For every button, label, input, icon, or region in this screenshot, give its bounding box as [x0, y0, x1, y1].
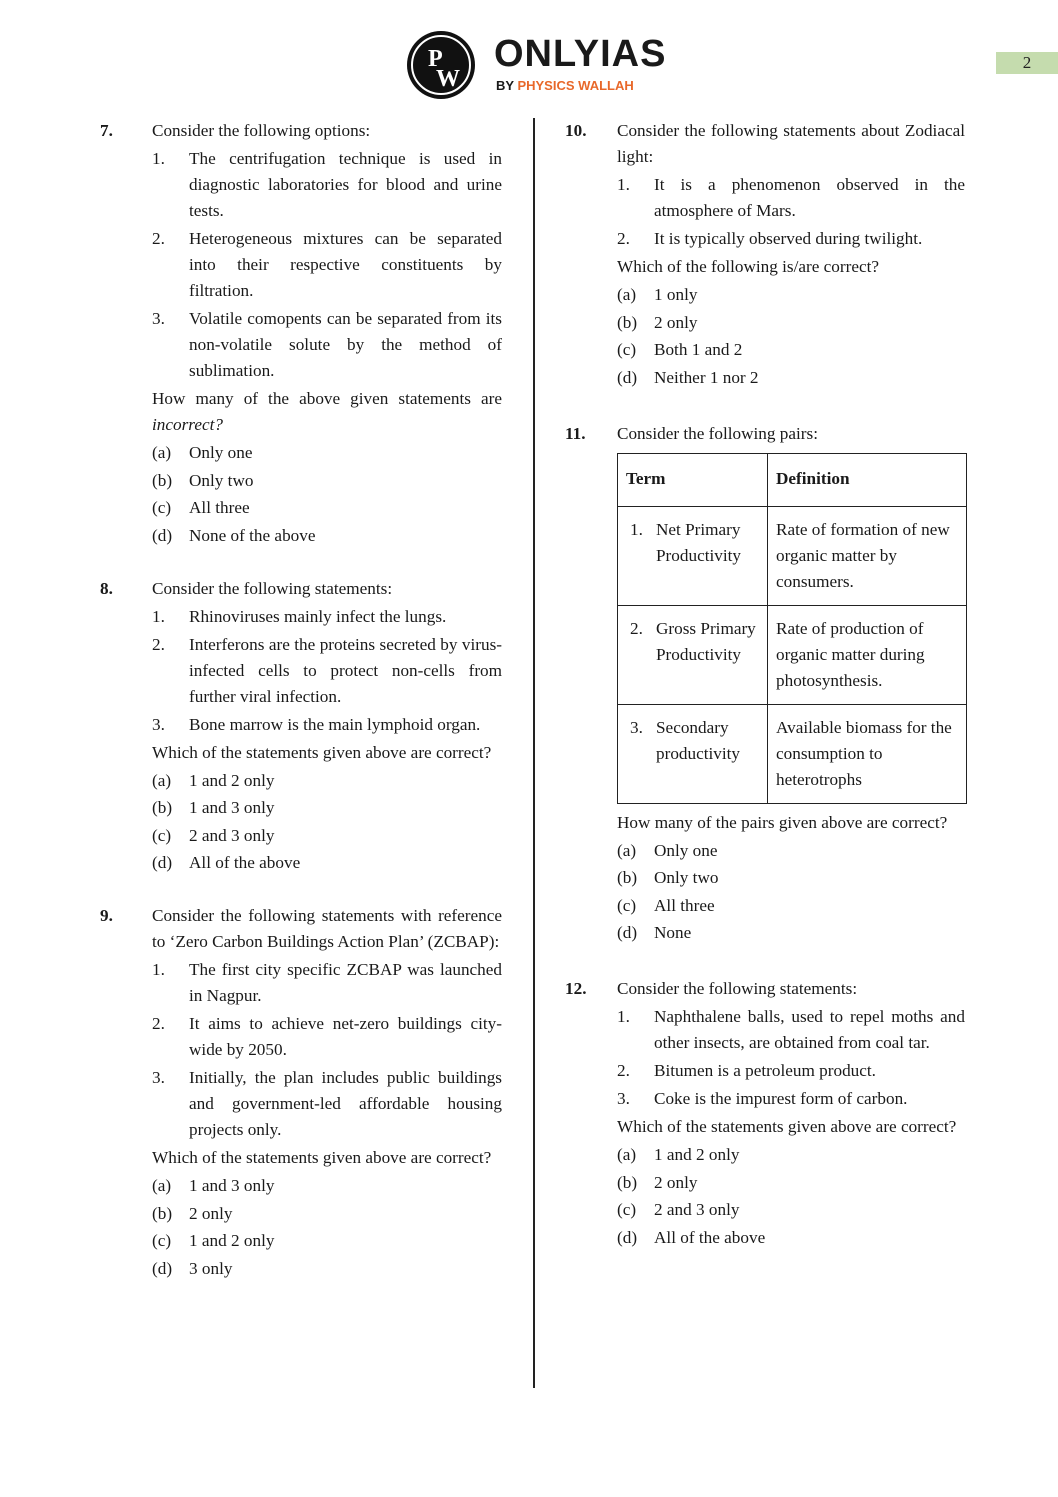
statement-text: It is a phenomenon observed in the atmosphere of Mars.	[654, 175, 965, 220]
svg-text:W: W	[436, 66, 460, 92]
statement-item	[152, 1011, 502, 1063]
option-letter: (d)	[617, 923, 638, 942]
statement-item	[152, 226, 502, 304]
question-stem: Consider the following statements with reference to ‘Zero Carbon Buildings Action Plan’ (ZCBAP):	[152, 906, 502, 951]
statement-number: 3.	[152, 309, 165, 328]
option-c	[152, 823, 502, 849]
statement-text: Volatile comopents can be separated from its non-volatile solute by the method of sublimation.	[189, 309, 502, 380]
question-number: 8.	[100, 578, 113, 598]
table-row	[618, 704, 967, 803]
statement-number: 2.	[152, 229, 165, 248]
option-letter: (d)	[617, 1227, 638, 1247]
question-11	[565, 421, 965, 947]
question-number: 11.	[565, 423, 586, 443]
option-text: 1 and 3 only	[189, 798, 275, 817]
option-text: Only one	[189, 443, 253, 462]
statement-number: 1.	[617, 1007, 630, 1026]
option-letter: (c)	[152, 498, 172, 517]
option-text: 1 and 2 only	[189, 770, 275, 790]
question-stem: Consider the following statements about Zodiacal light:	[617, 121, 965, 166]
statement-number: 1.	[617, 175, 630, 194]
option-a	[617, 282, 965, 308]
option-letter: (c)	[152, 1231, 172, 1250]
question-ask: How many of the pairs given above are correct?	[617, 812, 948, 832]
statement-list	[152, 604, 502, 738]
brand-name: ONLYIAS	[494, 33, 667, 75]
option-list	[617, 282, 965, 391]
option-letter: (c)	[617, 895, 637, 915]
table-header-definition: Definition	[768, 453, 967, 506]
option-letter: (a)	[152, 770, 172, 790]
option-text: 2 and 3 only	[189, 825, 275, 845]
term-number: 1.	[630, 519, 643, 539]
statement-text: The first city specific ZCBAP was launched in Nagpur.	[189, 960, 502, 1005]
option-text: 1 and 2 only	[654, 1145, 740, 1164]
option-a	[617, 1142, 965, 1168]
question-number: 12.	[565, 979, 587, 998]
statement-text: Coke is the impurest form of carbon.	[654, 1089, 908, 1108]
definition-cell: Rate of production of organic matter during photosynthesis.	[768, 605, 967, 704]
option-letter: (d)	[152, 525, 173, 545]
brand-subtitle	[496, 78, 634, 94]
statement-number: 2.	[152, 634, 165, 654]
option-text: 2 only	[654, 312, 698, 332]
question-ask: Which of the statements given above are correct?	[617, 1117, 957, 1136]
statement-text: Initially, the plan includes public buildings and government-led affordable housing projects only.	[189, 1068, 502, 1139]
term-number: 2.	[630, 618, 643, 638]
option-c	[617, 337, 965, 363]
brand-sub-prefix: BY	[496, 78, 514, 93]
option-b	[152, 795, 502, 821]
option-text: 1 and 3 only	[189, 1176, 275, 1195]
statement-item	[152, 1065, 502, 1143]
option-text: Only two	[189, 470, 254, 490]
question-stem: Consider the following statements:	[152, 578, 393, 598]
statement-number: 1.	[152, 149, 165, 168]
statement-item	[152, 712, 502, 738]
term-number: 3.	[630, 717, 643, 737]
option-list	[152, 440, 502, 549]
statement-number: 3.	[152, 1068, 165, 1087]
option-d	[152, 850, 502, 876]
statement-item	[152, 146, 502, 224]
option-a	[617, 838, 965, 864]
statement-number: 3.	[152, 714, 165, 734]
option-text: Only one	[654, 840, 718, 860]
statement-text: Naphthalene balls, used to repel moths and other insects, are obtained from coal tar.	[654, 1007, 965, 1052]
term-text: Secondary productivity	[656, 717, 741, 763]
table-header-term: Term	[618, 453, 768, 506]
option-letter: (a)	[617, 1145, 637, 1164]
statement-number: 1.	[152, 606, 165, 626]
option-text: 3 only	[189, 1258, 233, 1278]
question-stem: Consider the following statements:	[617, 979, 858, 998]
question-10	[565, 118, 965, 391]
option-letter: (a)	[152, 1176, 172, 1195]
option-list	[617, 838, 965, 947]
option-b	[617, 865, 965, 891]
statement-item	[617, 1086, 965, 1112]
term-text: Gross Primary Productivity	[656, 618, 756, 664]
question-ask: Which of the following is/are correct?	[617, 257, 880, 276]
question-9	[100, 903, 502, 1282]
option-letter: (b)	[152, 1203, 173, 1223]
statement-list	[617, 1004, 965, 1112]
statement-number: 3.	[617, 1089, 630, 1108]
option-a	[152, 768, 502, 794]
question-ask	[152, 386, 502, 438]
option-a	[152, 440, 502, 466]
statement-list	[152, 146, 502, 384]
brand-sub-accent: PHYSICS WALLAH	[517, 78, 634, 93]
option-letter: (d)	[152, 853, 173, 872]
statement-text: It is typically observed during twilight.	[654, 229, 923, 248]
option-list	[617, 1142, 965, 1251]
ask-text: How many of the above given statements are	[152, 389, 502, 408]
option-b	[617, 310, 965, 336]
definition-cell: Rate of formation of new organic matter by consumers.	[768, 506, 967, 605]
svg-text:P: P	[428, 46, 443, 72]
statement-text: Bone marrow is the main lymphoid organ.	[189, 714, 481, 734]
question-number: 10.	[565, 121, 587, 140]
option-text: All of the above	[654, 1227, 766, 1247]
statement-text: The centrifugation technique is used in diagnostic laboratories for blood and urine tests.	[189, 149, 502, 220]
definition-cell: Available biomass for the consumption to heterotrophs	[768, 704, 967, 803]
option-letter: (a)	[152, 443, 172, 462]
option-text: All three	[189, 498, 250, 517]
option-c	[617, 1197, 965, 1223]
brand-logo	[406, 30, 676, 100]
term-text: Net Primary Productivity	[656, 519, 741, 565]
column-divider	[533, 118, 535, 1388]
option-d	[152, 1256, 502, 1282]
question-12	[565, 976, 965, 1251]
page-number: 2	[996, 52, 1058, 74]
table-row	[618, 605, 967, 704]
statement-text: It aims to achieve net-zero buildings city-wide by 2050.	[189, 1014, 502, 1059]
option-letter: (a)	[617, 840, 637, 860]
ask-emphasis: incorrect?	[152, 415, 223, 434]
statement-list	[617, 172, 965, 252]
question-ask: Which of the statements given above are correct?	[152, 1148, 492, 1167]
term-cell	[618, 506, 768, 605]
statement-item	[152, 957, 502, 1009]
left-column	[100, 118, 502, 1283]
option-text: 1 and 2 only	[189, 1231, 275, 1250]
question-stem: Consider the following pairs:	[617, 423, 818, 443]
option-letter: (b)	[617, 868, 638, 887]
option-letter: (b)	[152, 798, 173, 817]
pw-logo-icon	[406, 30, 476, 100]
option-text: Only two	[654, 868, 719, 887]
option-list	[152, 1173, 502, 1282]
table-header-row	[618, 453, 967, 506]
option-letter: (d)	[617, 367, 638, 387]
statement-number: 1.	[152, 960, 165, 979]
question-stem: Consider the following options:	[152, 121, 371, 140]
option-d	[617, 920, 965, 946]
option-letter: (d)	[152, 1258, 173, 1278]
option-c	[152, 495, 502, 521]
right-column	[565, 118, 965, 1252]
option-text: 2 and 3 only	[654, 1200, 740, 1219]
option-letter: (b)	[152, 470, 173, 490]
term-cell	[618, 704, 768, 803]
statement-text: Bitumen is a petroleum product.	[654, 1061, 876, 1080]
option-a	[152, 1173, 502, 1199]
statement-item	[617, 1058, 965, 1084]
question-number: 7.	[100, 121, 113, 140]
option-text: Neither 1 nor 2	[654, 367, 759, 387]
pairs-table	[617, 453, 967, 804]
option-letter: (c)	[152, 825, 172, 845]
option-d	[617, 1225, 965, 1251]
option-text: 1 only	[654, 285, 698, 304]
statement-text: Rhinoviruses mainly infect the lungs.	[189, 606, 447, 626]
option-text: None of the above	[189, 525, 316, 545]
option-letter: (b)	[617, 312, 638, 332]
option-text: Both 1 and 2	[654, 340, 743, 359]
option-text: 2 only	[654, 1172, 698, 1192]
option-text: All three	[654, 895, 715, 915]
table-row	[618, 506, 967, 605]
option-d	[617, 365, 965, 391]
question-7	[100, 118, 502, 549]
statement-item	[152, 632, 502, 710]
question-ask: Which of the statements given above are correct?	[152, 742, 492, 762]
question-number: 9.	[100, 906, 113, 925]
option-letter: (c)	[617, 340, 637, 359]
statement-text: Heterogeneous mixtures can be separated into their respective constituents by filtration.	[189, 229, 502, 300]
statement-list	[152, 957, 502, 1143]
option-b	[152, 1201, 502, 1227]
statement-number: 2.	[617, 1061, 630, 1080]
question-8	[100, 576, 502, 877]
option-list	[152, 768, 502, 877]
option-letter: (c)	[617, 1200, 637, 1219]
statement-item	[152, 306, 502, 384]
option-b	[152, 468, 502, 494]
option-d	[152, 523, 502, 549]
option-c	[152, 1228, 502, 1254]
statement-item	[152, 604, 502, 630]
option-text: All of the above	[189, 853, 301, 872]
statement-item	[617, 172, 965, 224]
option-c	[617, 893, 965, 919]
option-text: None	[654, 923, 692, 942]
option-letter: (b)	[617, 1172, 638, 1192]
statement-item	[617, 1004, 965, 1056]
option-text: 2 only	[189, 1203, 233, 1223]
statement-number: 2.	[152, 1014, 165, 1033]
statement-number: 2.	[617, 229, 630, 248]
option-letter: (a)	[617, 285, 637, 304]
option-b	[617, 1170, 965, 1196]
statement-item	[617, 226, 965, 252]
term-cell	[618, 605, 768, 704]
statement-text: Interferons are the proteins secreted by virus-infected cells to protect non-cells from further viral infection.	[189, 634, 502, 706]
